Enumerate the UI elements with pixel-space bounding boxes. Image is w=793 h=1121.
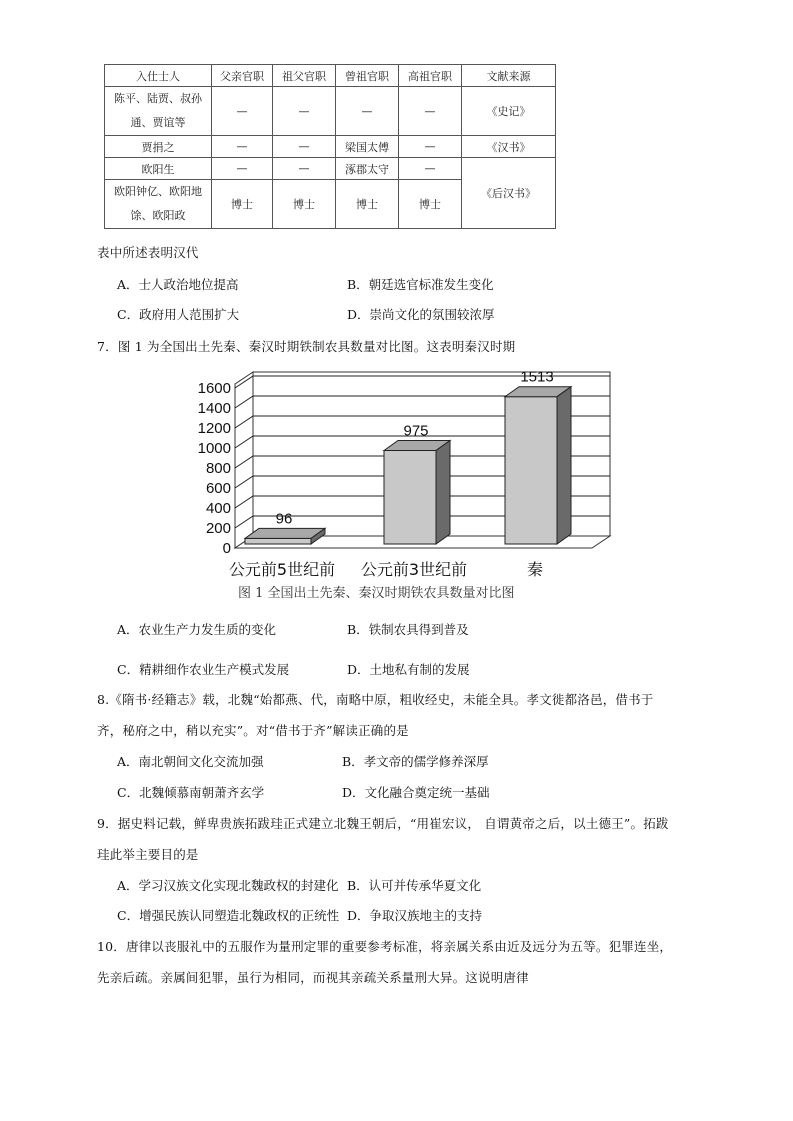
person-line: 馀、欧阳政 [130, 209, 186, 222]
y-tick-label: 400 [205, 500, 231, 517]
table-cell-source: 《史记》 [462, 87, 556, 136]
table-cell: — [399, 136, 462, 158]
q8-option-d: D．文化融合奠定统一基础 [342, 785, 490, 800]
bar-side [557, 387, 571, 544]
iron-tools-chart [190, 355, 630, 605]
q6-option-a: A．士人政治地位提高 [117, 277, 239, 292]
table-cell-person: 贾捐之 [105, 136, 212, 158]
bar-front [384, 451, 436, 545]
table-cell: — [212, 158, 273, 180]
table-cell: — [399, 158, 462, 180]
person-line: 陈平、陆贾、叔孙 [114, 92, 202, 105]
q8-line1: 8.《隋书·经籍志》载，北魏“始都燕、代，南略中原，粗收经史，未能全具。孝文徙都洛邑，借书于 [97, 692, 654, 707]
table-cell: — [273, 158, 336, 180]
q6-option-b: B．朝廷选官标准发生变化 [347, 277, 494, 292]
officials-table [104, 64, 556, 229]
table-cell: — [212, 136, 273, 158]
y-tick-label: 0 [222, 540, 231, 557]
bar-data-label: 96 [275, 510, 293, 528]
q6-option-c: C．政府用人范围扩大 [117, 307, 240, 322]
q7-stem: 7．图 1 为全国出土先秦、秦汉时期铁制农具数量对比图。这表明秦汉时期 [97, 339, 516, 354]
y-tick-label: 200 [205, 520, 231, 537]
table-cell: — [399, 87, 462, 136]
person-line: 通、贾谊等 [130, 116, 186, 129]
chart-svg [190, 355, 630, 580]
x-category-label: 公元前5世纪前 [228, 560, 336, 579]
q8-option-b: B．孝文帝的儒学修养深厚 [342, 754, 489, 769]
q8-option-a: A．南北朝间文化交流加强 [117, 754, 264, 769]
bar-front [245, 538, 311, 544]
table-cell: — [273, 136, 336, 158]
q9-option-d: D．争取汉族地主的支持 [347, 908, 483, 923]
person-line: 欧阳钟亿、欧阳地 [114, 185, 202, 198]
y-tick-label: 1600 [197, 380, 231, 397]
q9-option-b: B．认可并传承华夏文化 [347, 878, 482, 893]
q6-option-d: D．崇尚文化的氛围较浓厚 [347, 307, 495, 322]
table-cell-person: 欧阳生 [105, 158, 212, 180]
col-header-great-great-grandfather: 高祖官职 [399, 65, 462, 87]
q7-option-d: D．土地私有制的发展 [347, 662, 470, 677]
table-cell: 博士 [399, 180, 462, 229]
table-cell-person [105, 180, 212, 229]
y-tick-label: 600 [205, 480, 231, 497]
q6-stem: 表中所述表明汉代 [97, 245, 199, 260]
q9-line2: 珪此举主要目的是 [97, 847, 199, 862]
table-cell: — [273, 87, 336, 136]
table-cell-source: 《汉书》 [462, 136, 556, 158]
q9-option-c: C．增强民族认同塑造北魏政权的正统性 [117, 908, 340, 923]
q7-option-c: C．精耕细作农业生产模式发展 [117, 662, 290, 677]
col-header-grandfather: 祖父官职 [273, 65, 336, 87]
table-row [105, 87, 556, 136]
x-category-label: 公元前3世纪前 [360, 560, 468, 579]
table-row [105, 136, 556, 158]
bar-side [436, 441, 450, 545]
table-cell: — [212, 87, 273, 136]
table-cell-person [105, 87, 212, 136]
bar-data-label: 1513 [520, 368, 554, 386]
q9-line1: 9．据史料记载，鲜卑贵族拓跋珪正式建立北魏王朝后，“用崔宏议， 自谓黄帝之后，以土德王”。拓跋 [97, 816, 669, 831]
x-category-label: 秦 [526, 560, 544, 579]
y-tick-label: 1200 [197, 420, 231, 437]
col-header-father: 父亲官职 [212, 65, 273, 87]
col-header-source: 文献来源 [462, 65, 556, 87]
col-header-person: 入仕士人 [105, 65, 212, 87]
table-cell: — [336, 87, 399, 136]
col-header-great-grandfather: 曾祖官职 [336, 65, 399, 87]
q10-line2: 先亲后疏。亲属间犯罪，虽行为相同，而视其亲疏关系量刑大异。这说明唐律 [97, 970, 529, 985]
table-cell: 博士 [273, 180, 336, 229]
q8-option-c: C．北魏倾慕南朝萧齐玄学 [117, 785, 265, 800]
table-cell-source: 《后汉书》 [462, 158, 556, 229]
q7-option-a: A．农业生产力发生质的变化 [117, 622, 277, 637]
bar-data-label: 975 [403, 422, 429, 440]
bar-front [505, 397, 557, 544]
q9-option-a: A．学习汉族文化实现北魏政权的封建化 [117, 878, 339, 893]
table-row [105, 158, 556, 180]
q7-option-b: B．铁制农具得到普及 [347, 622, 469, 637]
y-tick-label: 800 [205, 460, 231, 477]
q10-line1: 10．唐律以丧服礼中的五服作为量刑定罪的重要参考标准，将亲属关系由近及远分为五等。犯罪连坐， [97, 939, 673, 954]
table-cell: 涿郡太守 [336, 158, 399, 180]
chart-caption: 图 1 全国出土先秦、秦汉时期铁农具数量对比图 [238, 586, 515, 601]
q8-line2: 齐，秘府之中，稍以充实”。对“借书于齐”解读正确的是 [97, 723, 409, 738]
table-cell: 博士 [212, 180, 273, 229]
table-cell: 博士 [336, 180, 399, 229]
y-tick-label: 1400 [197, 400, 231, 417]
y-tick-label: 1000 [197, 440, 231, 457]
table-cell: 梁国太傅 [336, 136, 399, 158]
